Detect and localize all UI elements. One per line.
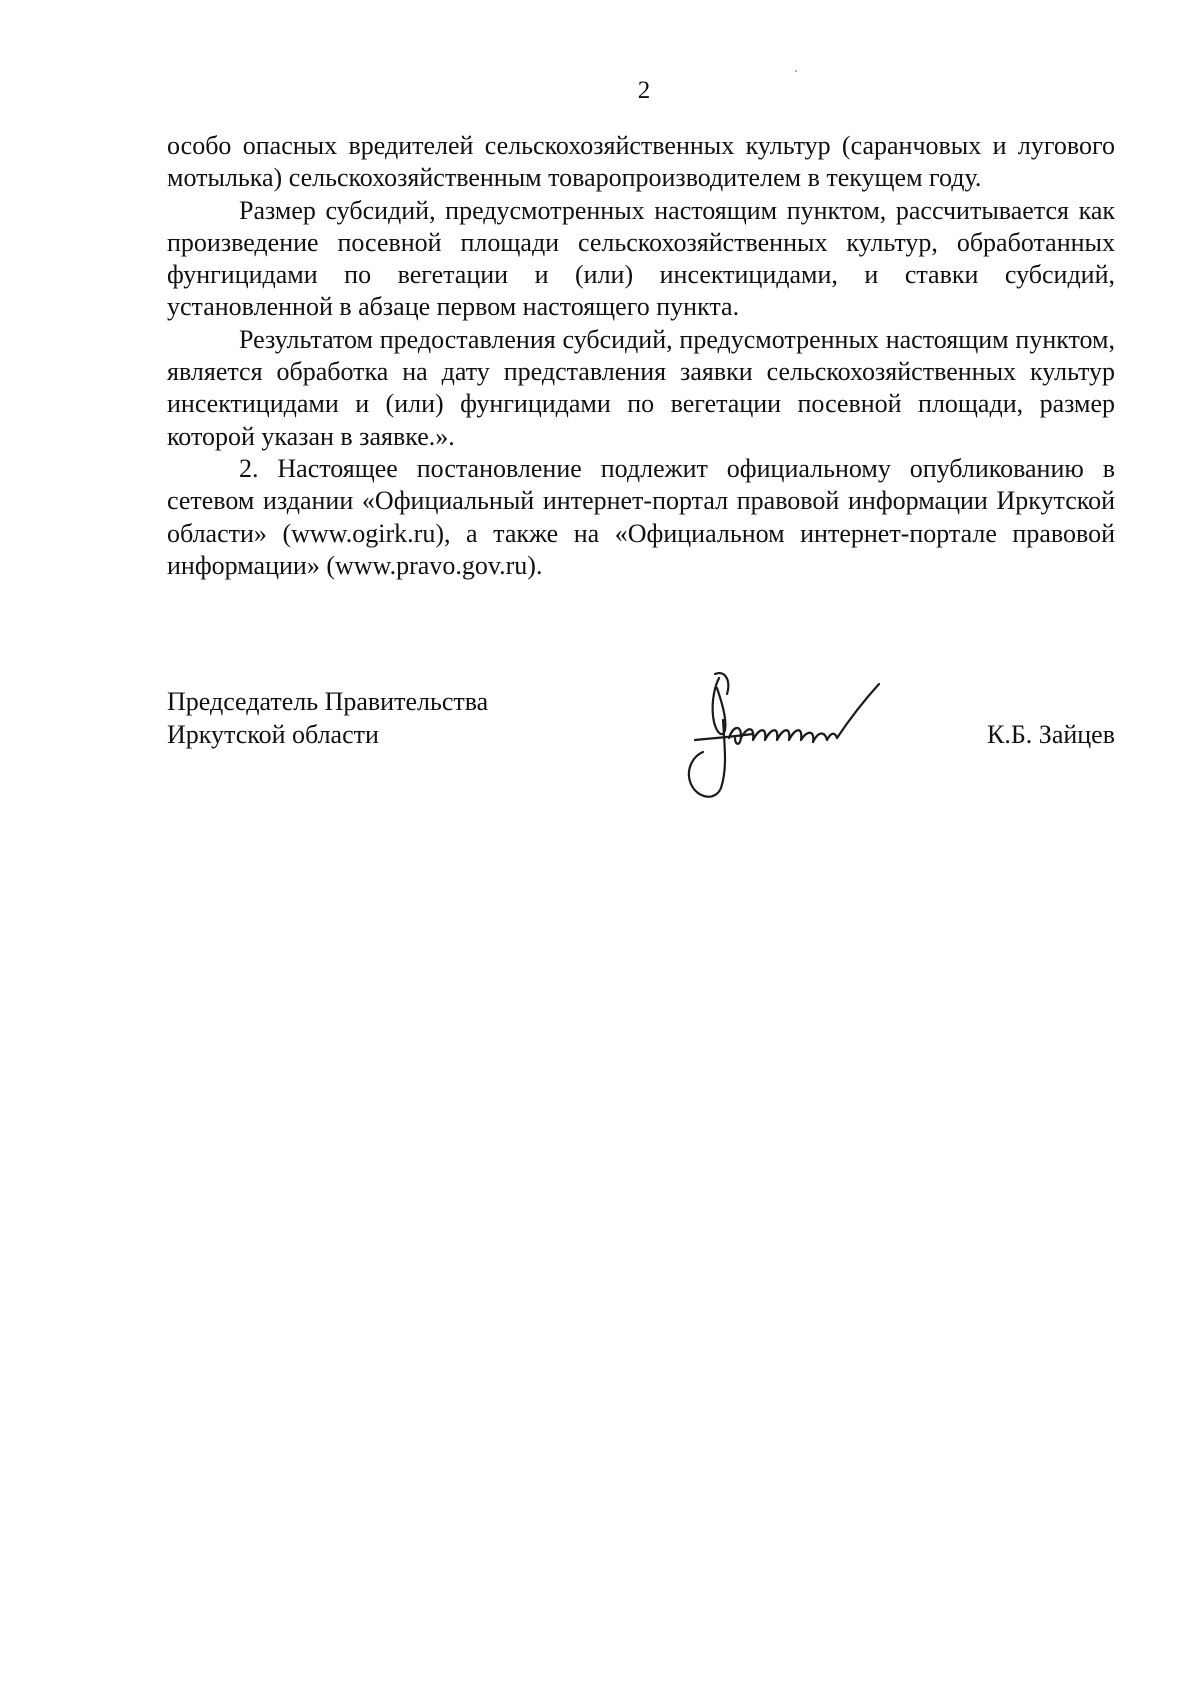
signer-title-line2: Иркутской области <box>167 720 379 749</box>
document-body <box>167 130 1115 582</box>
paragraph-continuation: особо опасных вредителей сельскохозяйственных культур (саранчовых и лугового мотылька) сельскохозяйственным товаропроизводителем в текущем году. <box>167 131 1115 193</box>
paragraph-publication: 2. Настоящее постановление подлежит официальному опубликованию в сетевом издании «Официальный интернет-портал правовой информации Иркутской области» (www.ogirk.ru), а также на «Официальном интернет-портале правовой информации» (www.pravo.gov.ru). <box>167 453 1115 580</box>
scan-artifact-dot <box>795 70 797 72</box>
page-number: 2 <box>637 77 651 104</box>
signer-name: К.Б. Зайцев <box>987 720 1115 749</box>
signer-title-line1: Председатель Правительства <box>167 687 489 716</box>
signature-block <box>167 685 1115 815</box>
handwritten-signature-icon <box>667 660 917 810</box>
paragraph-subsidy-result: Результатом предоставления субсидий, предусмотренных настоящим пунктом, является обработка на дату представления заявки сельскохозяйственных культур инсектицидами и (или) фунгицидами по вегетации посевной площади, размер которой указан в заявке.». <box>167 324 1115 451</box>
signer-title <box>167 685 488 751</box>
paragraph-subsidy-size: Размер субсидий, предусмотренных настоящим пунктом, рассчитывается как произведение посевной площади сельскохозяйственных культур, обработанных фунгицидами по вегетации и (или) инсектицидами, и ставки субсидий, установленной в абзаце первом настоящего пункта. <box>167 195 1115 322</box>
